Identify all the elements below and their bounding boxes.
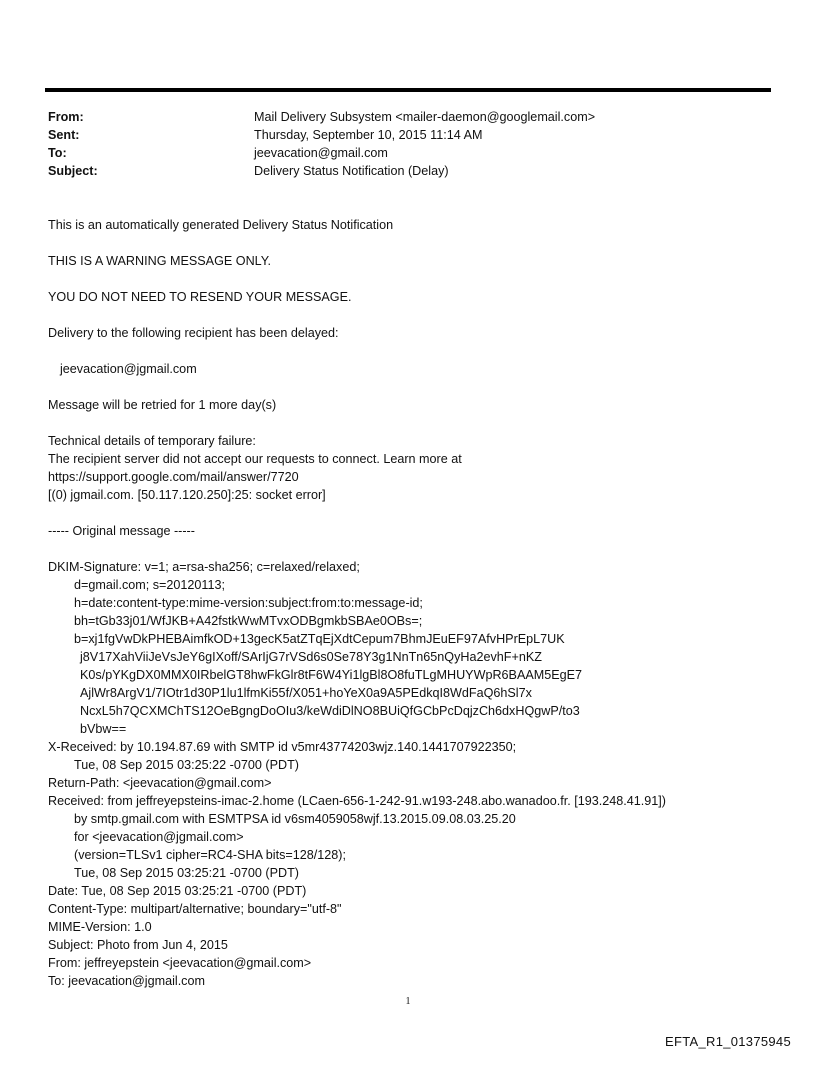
original-message-separator: ----- Original message ----- [48, 524, 195, 538]
header-divider-rule [45, 88, 771, 92]
document-id: EFTA_R1_01375945 [665, 1034, 791, 1049]
subject-label: Subject: [48, 164, 98, 178]
return-path-line: Return-Path: <jeevacation@gmail.com> [48, 776, 272, 790]
from-value: Mail Delivery Subsystem <mailer-daemon@googlemail.com> [254, 110, 596, 124]
warning-line: THIS IS A WARNING MESSAGE ONLY. [48, 254, 272, 268]
to-row [48, 144, 768, 162]
email-header [48, 108, 768, 180]
received-line: Received: from jeffreyepsteins-imac-2.home (LCaen-656-1-242-91.w193-248.abo.wanadoo.fr. [193.248.41.91]) [48, 794, 666, 808]
x-received-date-line: Tue, 08 Sep 2015 03:25:22 -0700 (PDT) [74, 758, 299, 772]
received-detail-line: Tue, 08 Sep 2015 03:25:21 -0700 (PDT) [74, 866, 299, 880]
original-from-line: From: jeffreyepstein <jeevacation@gmail.com> [48, 956, 312, 970]
subject-row [48, 162, 768, 180]
content-type-line: Content-Type: multipart/alternative; boundary="utf-8" [48, 902, 342, 916]
dkim-line: d=gmail.com; s=20120113; [74, 578, 225, 592]
sent-label: Sent: [48, 128, 80, 142]
received-detail-line: by smtp.gmail.com with ESMTPSA id v6sm4059058wjf.13.2015.09.08.03.25.20 [74, 812, 516, 826]
received-detail-line: for <jeevacation@jgmail.com> [74, 830, 244, 844]
delayed-line: Delivery to the following recipient has been delayed: [48, 326, 339, 340]
recipient-address: jeevacation@jgmail.com [60, 362, 197, 376]
subject-value: Delivery Status Notification (Delay) [254, 164, 449, 178]
sent-row [48, 126, 768, 144]
sent-value: Thursday, September 10, 2015 11:14 AM [254, 128, 483, 142]
tech-details-heading: Technical details of temporary failure: [48, 434, 256, 448]
received-detail-line: (version=TLSv1 cipher=RC4-SHA bits=128/128); [74, 848, 346, 862]
support-url: https://support.google.com/mail/answer/7720 [48, 470, 299, 484]
original-subject-line: Subject: Photo from Jun 4, 2015 [48, 938, 228, 952]
email-body [48, 216, 788, 990]
mime-version-line: MIME-Version: 1.0 [48, 920, 152, 934]
dkim-line: NcxL5h7QCXMChTS12OeBgngDoOIu3/keWdiDlNO8BUiQfGCbPcDqjzCh6dxHQgwP/to3 [80, 704, 580, 718]
socket-error-line: [(0) jgmail.com. [50.117.120.250]:25: socket error] [48, 488, 326, 502]
dkim-line: j8V17XahViiJeVsJeY6gIXoff/SArIjG7rVSd6s0Se78Y3g1NnTn65nQyHa2evhF+nKZ [80, 650, 542, 664]
dkim-line: h=date:content-type:mime-version:subject:from:to:message-id; [74, 596, 423, 610]
dkim-line: K0s/pYKgDX0MMX0IRbelGT8hwFkGlr8tF6W4Yi1lgBl8O8fuTLgMHUYWpR6BAAM5EgE7 [80, 668, 583, 682]
dkim-line: b=xj1fgVwDkPHEBAimfkOD+13gecK5atZTqEjXdtCepum7BhmJEuEF97AfvHPrEpL7UK [74, 632, 565, 646]
tech-details-line: The recipient server did not accept our requests to connect. Learn more at [48, 452, 462, 466]
from-label: From: [48, 110, 84, 124]
dkim-line: AjlWr8ArgV1/7IOtr1d30P1lu1lfmKi55f/X051+hoYeX0a9A5PEdkqI8WdFaQ6hSl7x [80, 686, 532, 700]
no-resend-line: YOU DO NOT NEED TO RESEND YOUR MESSAGE. [48, 290, 352, 304]
date-header-line: Date: Tue, 08 Sep 2015 03:25:21 -0700 (PDT) [48, 884, 307, 898]
from-row [48, 108, 768, 126]
to-label: To: [48, 146, 67, 160]
dkim-line: bVbw== [80, 722, 127, 736]
page-number: 1 [405, 996, 411, 1007]
retry-line: Message will be retried for 1 more day(s) [48, 398, 277, 412]
intro-line: This is an automatically generated Delivery Status Notification [48, 218, 394, 232]
original-to-line: To: jeevacation@jgmail.com [48, 974, 205, 988]
dkim-signature-line: DKIM-Signature: v=1; a=rsa-sha256; c=relaxed/relaxed; [48, 560, 360, 574]
to-value: jeevacation@gmail.com [254, 146, 388, 160]
x-received-line: X-Received: by 10.194.87.69 with SMTP id v5mr43774203wjz.140.1441707922350; [48, 740, 517, 754]
dkim-line: bh=tGb33j01/WfJKB+A42fstkWwMTvxODBgmkbSBAe0OBs=; [74, 614, 423, 628]
